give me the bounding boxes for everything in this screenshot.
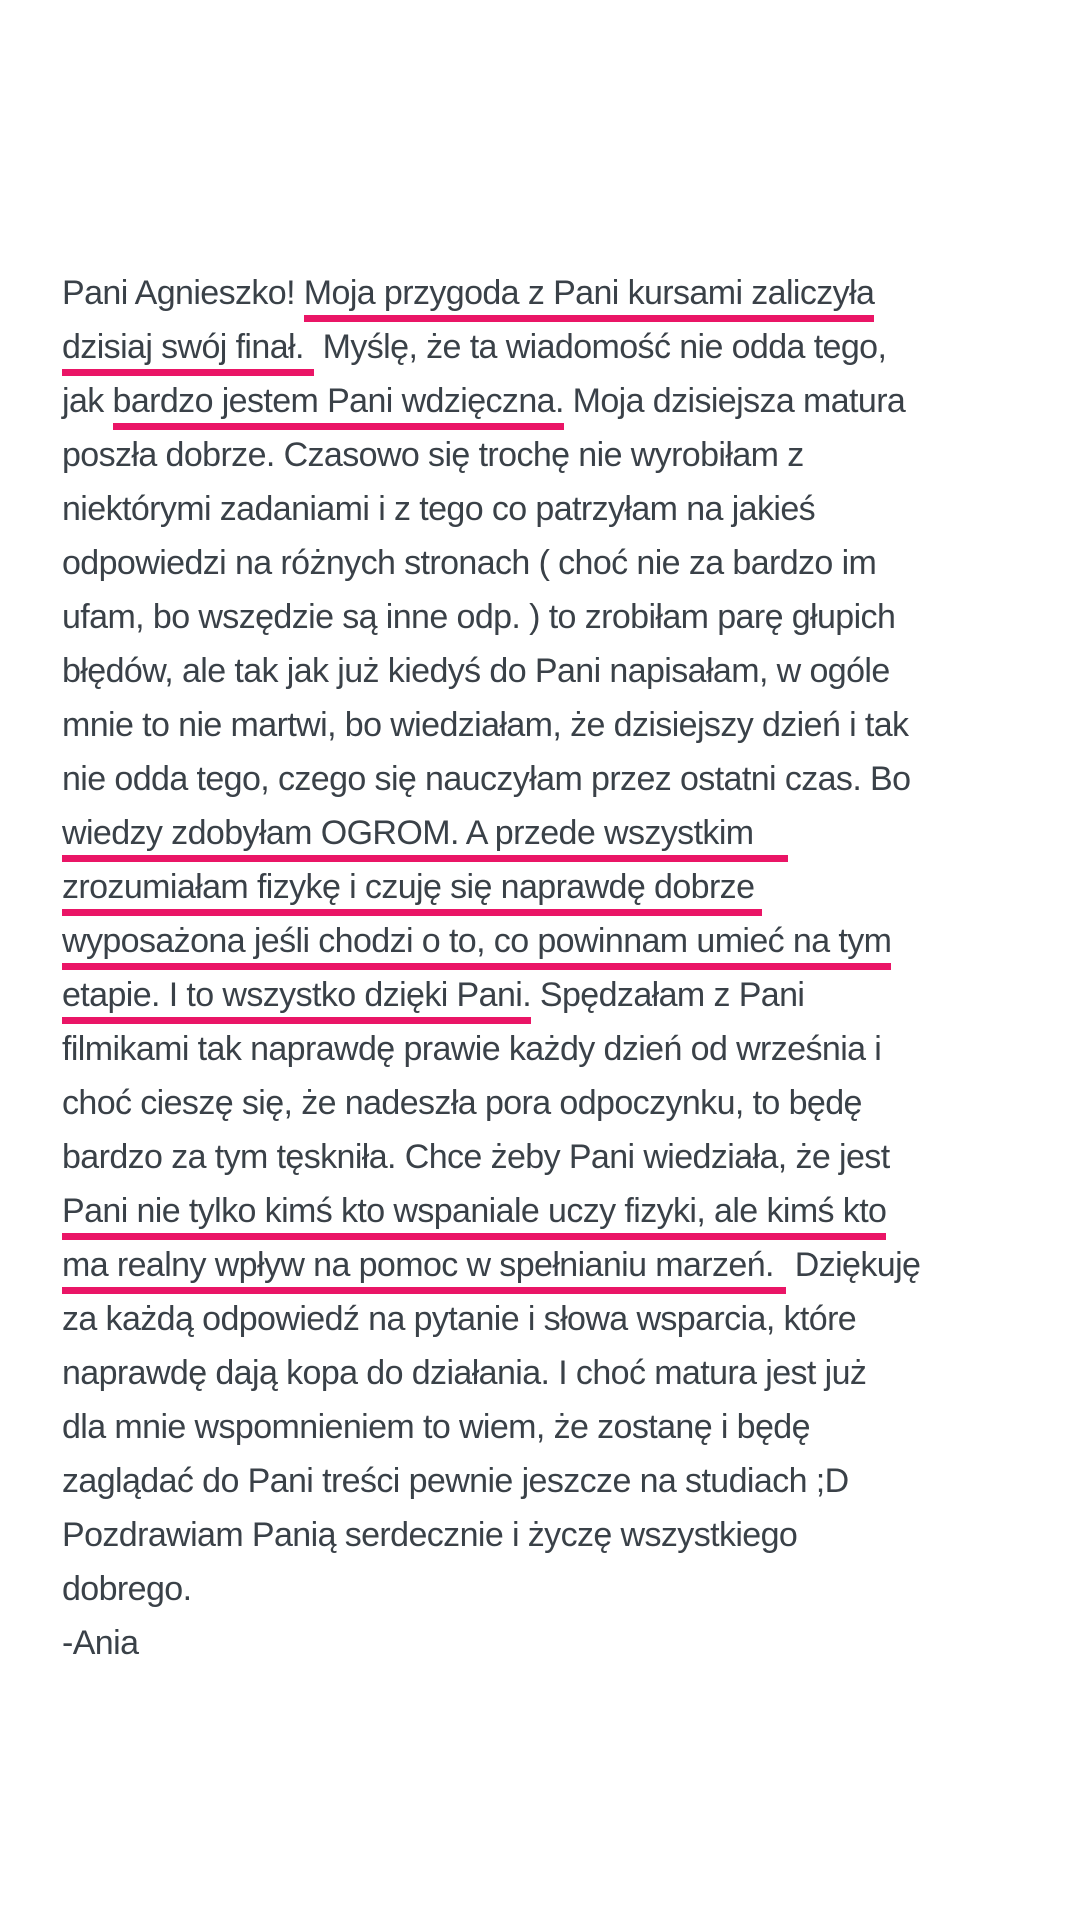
plain-text: filmikami tak naprawdę prawie każdy dzień od września i: [62, 1030, 882, 1068]
text-line: [62, 536, 1052, 590]
text-line: [62, 590, 1052, 644]
plain-text: ufam, bo wszędzie są inne odp. ) to zrobiłam parę głupich: [62, 598, 896, 636]
highlighted-text: dzisiaj swój finał.: [62, 328, 314, 376]
plain-text: -Ania: [62, 1624, 139, 1662]
text-line: [62, 428, 1052, 482]
text-line: [62, 1076, 1052, 1130]
highlighted-text: etapie. I to wszystko dzięki Pani.: [62, 976, 531, 1024]
text-line: [62, 1292, 1052, 1346]
plain-text: niektórymi zadaniami i z tego co patrzyłam na jakieś: [62, 490, 816, 528]
text-line: [62, 1400, 1052, 1454]
plain-text: mnie to nie martwi, bo wiedziałam, że dzisiejszy dzień i tak: [62, 706, 909, 744]
highlighted-text: wyposażona jeśli chodzi o to, co powinnam umieć na tym: [62, 922, 891, 970]
text-line: [62, 1616, 1052, 1670]
text-line: [62, 1346, 1052, 1400]
plain-text: dla mnie wspomnieniem to wiem, że zostanę i będę: [62, 1408, 810, 1446]
plain-text: choć cieszę się, że nadeszła pora odpoczynku, to będę: [62, 1084, 862, 1122]
highlighted-text: ma realny wpływ na pomoc w spełnianiu marzeń.: [62, 1246, 786, 1294]
text-line: [62, 644, 1052, 698]
text-line: [62, 752, 1052, 806]
highlighted-text: wiedzy zdobyłam OGROM. A przede wszystkim: [62, 814, 788, 862]
plain-text: Moja dzisiejsza matura: [563, 382, 906, 420]
text-line: [62, 374, 1052, 428]
plain-text: za każdą odpowiedź na pytanie i słowa wsparcia, które: [62, 1300, 857, 1338]
text-line: [62, 320, 1052, 374]
plain-text: poszła dobrze. Czasowo się trochę nie wyrobiłam z: [62, 436, 804, 474]
text-line: [62, 1130, 1052, 1184]
text-line: [62, 266, 1052, 320]
text-line: [62, 860, 1052, 914]
text-line: [62, 1022, 1052, 1076]
text-line: [62, 1238, 1052, 1292]
highlighted-text: zrozumiałam fizykę i czuję się naprawdę dobrze: [62, 868, 762, 916]
highlighted-text: bardzo jestem Pani wdzięczna.: [113, 382, 564, 430]
plain-text: naprawdę dają kopa do działania. I choć matura jest już: [62, 1354, 867, 1392]
plain-text: Pani Agnieszko!: [62, 274, 304, 312]
plain-text: bardzo za tym tęskniła. Chce żeby Pani wiedziała, że jest: [62, 1138, 890, 1176]
text-line: [62, 1454, 1052, 1508]
plain-text: Myślę, że ta wiadomość nie odda tego,: [313, 328, 887, 366]
plain-text: odpowiedzi na różnych stronach ( choć nie za bardzo im: [62, 544, 877, 582]
testimonial-message: [62, 266, 1052, 1670]
highlighted-text: Moja przygoda z Pani kursami zaliczyła: [304, 274, 875, 322]
highlighted-text: Pani nie tylko kimś kto wspaniale uczy fizyki, ale kimś kto: [62, 1192, 886, 1240]
text-line: [62, 968, 1052, 1022]
plain-text: błędów, ale tak jak już kiedyś do Pani napisałam, w ogóle: [62, 652, 890, 690]
plain-text: Dziękuję: [785, 1246, 921, 1284]
text-line: [62, 482, 1052, 536]
text-line: [62, 1508, 1052, 1562]
plain-text: zaglądać do Pani treści pewnie jeszcze na studiach ;D: [62, 1462, 849, 1500]
plain-text: nie odda tego, czego się nauczyłam przez ostatni czas. Bo: [62, 760, 911, 798]
plain-text: Pozdrawiam Panią serdecznie i życzę wszystkiego: [62, 1516, 798, 1554]
text-line: [62, 914, 1052, 968]
text-line: [62, 1184, 1052, 1238]
plain-text: Spędzałam z Pani: [531, 976, 805, 1014]
text-line: [62, 698, 1052, 752]
plain-text: dobrego.: [62, 1570, 192, 1608]
plain-text: jak: [62, 382, 113, 420]
text-line: [62, 1562, 1052, 1616]
text-line: [62, 806, 1052, 860]
